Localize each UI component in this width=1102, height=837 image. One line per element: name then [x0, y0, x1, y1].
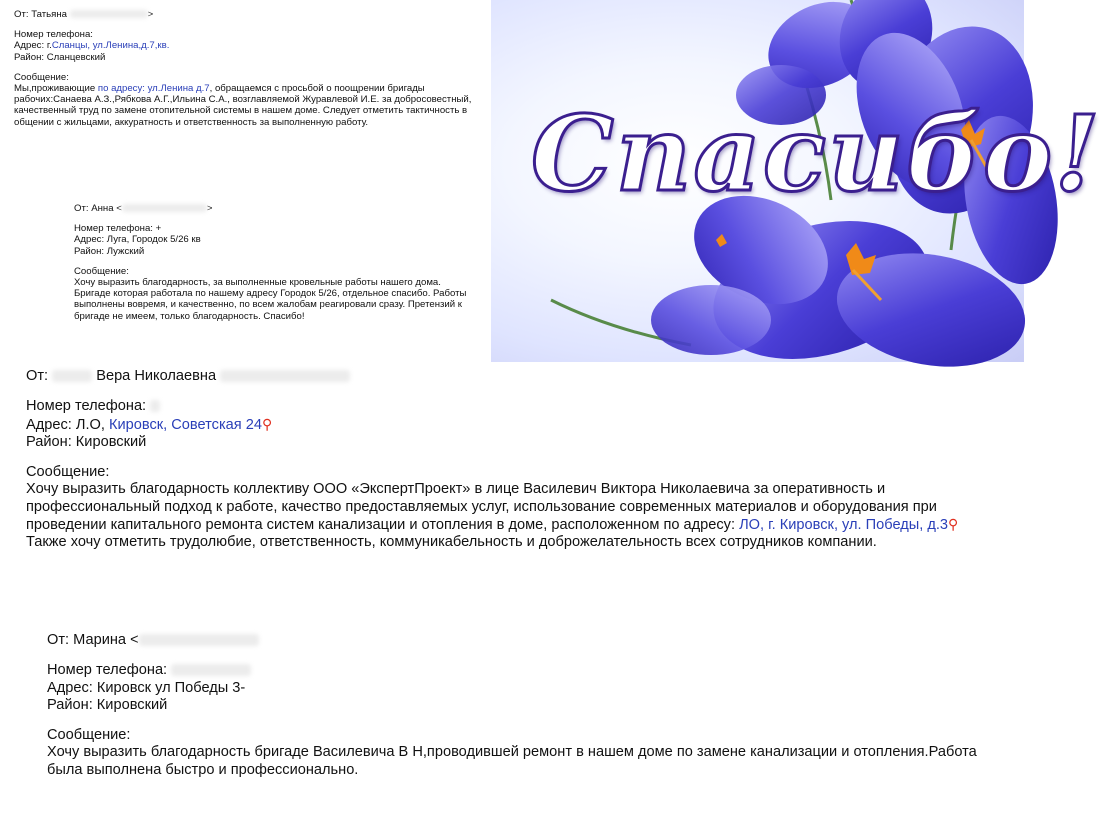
sender-name: Марина <: [73, 632, 139, 648]
from-line: [47, 632, 1007, 649]
district-line: Район: Сланцевский: [14, 51, 106, 63]
message-label: Сообщение:: [26, 464, 110, 481]
from-line: [14, 9, 484, 20]
redacted-phone: [150, 400, 160, 412]
redacted-phone: [171, 664, 251, 676]
sender-name: Анна <: [91, 203, 122, 214]
message-body-line2: Также хочу отметить трудолюбие, ответственность, коммуникабельность и доброжелательность всех сотрудников компании.: [26, 534, 877, 550]
message-label: Сообщение:: [74, 265, 129, 277]
redacted-email: [122, 204, 207, 212]
message-tatiana: [14, 9, 484, 128]
from-label: От:: [74, 203, 89, 214]
redacted-email: [139, 634, 259, 646]
message-label: Сообщение:: [47, 727, 131, 744]
from-line: [26, 368, 1021, 385]
message-address-link[interactable]: по адресу: ул.Ленина д.7: [97, 82, 210, 94]
address-line: Адрес: Луга, Городок 5/26 кв: [74, 234, 201, 246]
from-suffix: >: [206, 203, 213, 214]
message-body: Хочу выразить благодарность, за выполненные кровельные работы нашего дома. Бригаде которая работала по нашему адресу Городок 5/26, отдельное спасибо. Работы выполнены вовремя, и качественно, по всем жалобам реагировали сразу. Претензий к бригаде не имеем, только благодарность. Спасибо!: [74, 276, 467, 322]
address-link[interactable]: Кировск, Советская 24: [109, 416, 262, 433]
sender-name: Татьяна: [31, 9, 67, 20]
phone-line: Номер телефона:: [14, 28, 93, 40]
card-title: Спасибо!: [531, 92, 1102, 215]
message-text: Хочу выразить благодарность коллективу ООО «ЭкспертПроект» в лице Василевич Виктора Николаевича за оперативность и профессиональный подход к работе, качество предоставляемых услуг, использование современных материалов и оборудования при проведении капитального ремонта систем канализации и отопления в доме, расположенном по адресу:: [26, 481, 937, 533]
message-text: Мы,проживающие: [14, 82, 96, 94]
sender-name: Вера Николаевна: [96, 368, 217, 384]
from-suffix: >: [147, 9, 154, 20]
phone-label: Номер телефона:: [47, 662, 168, 679]
map-pin-icon[interactable]: ⚲: [261, 415, 273, 432]
from-line: [74, 203, 474, 214]
phone-line: Номер телефона: +: [74, 222, 162, 234]
from-label: От:: [26, 368, 49, 384]
district-line: Район: Лужский: [74, 245, 145, 257]
district-line: Район: Кировский: [26, 433, 147, 450]
redacted-email: [220, 370, 350, 382]
message-body: Хочу выразить благодарность бригаде Василевича В Н,проводившей ремонт в нашем доме по замене канализации и отопления.Работа была выполнена быстро и профессионально.: [47, 744, 977, 778]
redacted-email: [70, 10, 148, 18]
message-label: Сообщение:: [14, 71, 69, 83]
message-address-link[interactable]: ЛО, г. Кировск, ул. Победы, д.3: [739, 516, 949, 533]
address-line: [26, 416, 1021, 434]
message-vera: [26, 368, 1021, 551]
message-text-rest: , обращаемся с просьбой о поощрении бригады рабочих:Санаева А.З.,Рябкова А.Г.,Ильина С.А., возглавляемой Журавлевой И.Е. за добросовестный, качественный труд по замене отопительной системы в нашем доме. Следует отметить тактичность в общении с жильцами, аккуратность и ответственность за выполненную работу.: [14, 82, 472, 128]
address-line: Адрес: Кировск ул Победы 3-: [47, 679, 246, 696]
address-line: [14, 40, 484, 51]
message-body: [26, 481, 1021, 534]
message-body: [14, 83, 484, 128]
phone-line: [26, 398, 1021, 415]
phone-line: [47, 662, 1007, 679]
address-label: Адрес:: [14, 40, 45, 52]
redacted-surname: [52, 370, 92, 382]
map-pin-icon[interactable]: ⚲: [948, 515, 959, 532]
address-plain: г.: [46, 40, 52, 52]
address-link[interactable]: Сланцы, ул.Ленина,д.7,кв.: [51, 40, 170, 52]
from-label: От:: [14, 9, 29, 20]
from-label: От:: [47, 632, 70, 648]
message-anna: [74, 203, 474, 322]
address-plain: Адрес: Л.О,: [26, 416, 105, 433]
phone-label: Номер телефона:: [26, 398, 147, 415]
district-line: Район: Кировский: [47, 696, 168, 713]
message-marina: [47, 632, 1007, 779]
thank-you-card: [491, 0, 1102, 362]
